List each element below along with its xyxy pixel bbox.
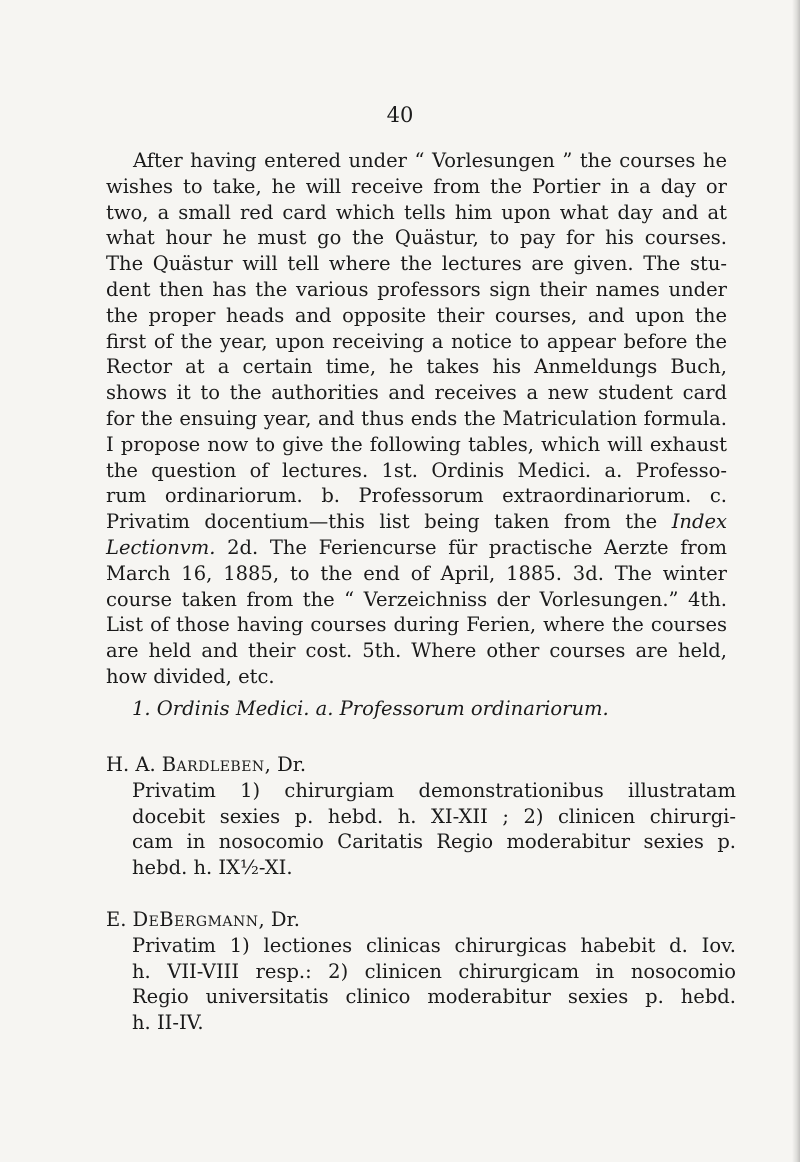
- professor-name-line: [106, 752, 736, 778]
- course-line: cam in nosocomio Caritatis Regio moderabitur sexies p.: [132, 830, 736, 854]
- paragraph-line: I propose now to give the following tables, which will exhaust: [106, 432, 727, 456]
- course-line: Privatim 1) chirurgiam demonstrationibus illustratam: [132, 778, 736, 802]
- paragraph-line: first of the year, upon receiving a notice to appear before the: [106, 329, 727, 353]
- section-heading: 1. Ordinis Medici. a. Professorum ordinariorum.: [132, 697, 609, 720]
- course-line: Regio universitatis clinico moderabitur sexies p. hebd.: [132, 985, 736, 1009]
- paragraph-line: are held and their cost. 5th. Where other courses are held,: [106, 639, 727, 663]
- intro-paragraph: [106, 148, 727, 690]
- professor-initials: E.: [106, 908, 127, 931]
- course-line: h. VII-VIII resp.: 2) clinicen chirurgicam in nosocomio: [132, 959, 736, 983]
- professor-title: , Dr.: [264, 753, 307, 776]
- course-line: docebit sexies p. hebd. h. XI-XII ; 2) clinicen chirurgi-: [132, 804, 736, 828]
- paragraph-line-text: 2d. The Feriencurse für practische Aerzte from: [215, 535, 727, 559]
- paragraph-line: List of those having courses during Ferien, where the courses: [106, 613, 727, 637]
- page-number: 40: [386, 103, 414, 127]
- course-line: h. II-IV.: [132, 1011, 204, 1035]
- course-line: hebd. h. IX½-XI.: [132, 856, 293, 880]
- paragraph-line: March 16, 1885, to the end of April, 1885. 3d. The winter: [106, 561, 727, 585]
- paragraph-line: two, a small red card which tells him upon what day and at: [106, 200, 727, 224]
- professor-title: , Dr.: [258, 908, 300, 931]
- professor-entry: [106, 752, 736, 881]
- paragraph-line: for the ensuing year, and thus ends the Matriculation formula.: [106, 406, 727, 430]
- paragraph-line-with-italic: [106, 535, 727, 561]
- paragraph-line: what hour he must go the Quästur, to pay for his courses.: [106, 226, 727, 250]
- course-description: [106, 778, 736, 881]
- paragraph-line: course taken from the “ Verzeichniss der Vorlesungen.” 4th.: [106, 587, 727, 611]
- page-edge-shadow: [792, 0, 800, 1162]
- professor-initials: H. A.: [106, 753, 156, 776]
- paragraph-line-with-italic: [106, 509, 727, 535]
- paragraph-line: rum ordinariorum. b. Professorum extraordinariorum. c.: [106, 484, 727, 508]
- paragraph-line: dent then has the various professors sign their names under: [106, 277, 727, 301]
- paragraph-line: The Quästur will tell where the lectures are given. The stu-: [106, 252, 727, 276]
- course-line: Privatim 1) lectiones clinicas chirurgicas habebit d. Iov.: [132, 933, 736, 957]
- paragraph-line: the question of lectures. 1st. Ordinis Medici. a. Professo-: [106, 458, 727, 482]
- course-description: [106, 933, 736, 1036]
- paragraph-line-text: Privatim docentium—this list being taken from the: [106, 510, 672, 534]
- professor-name-line: [106, 907, 736, 933]
- paragraph-line: After having entered under “ Vorlesungen ” the courses he: [133, 149, 727, 172]
- paragraph-line: the proper heads and opposite their courses, and upon the: [106, 303, 727, 327]
- professor-surname: DeBergmann: [132, 908, 259, 931]
- paragraph-line: Rector at a certain time, he takes his Anmeldungs Buch,: [106, 355, 727, 379]
- italic-term-index: Index: [671, 510, 727, 534]
- paragraph-line: shows it to the authorities and receives a new student card: [106, 381, 727, 405]
- italic-term-lectionvm: Lectionvm.: [106, 535, 216, 559]
- professor-entry: [106, 907, 736, 1036]
- paragraph-line: wishes to take, he will receive from the Portier in a day or: [106, 174, 727, 198]
- professor-surname: Bardleben: [161, 753, 265, 776]
- paragraph-line: how divided, etc.: [106, 664, 275, 688]
